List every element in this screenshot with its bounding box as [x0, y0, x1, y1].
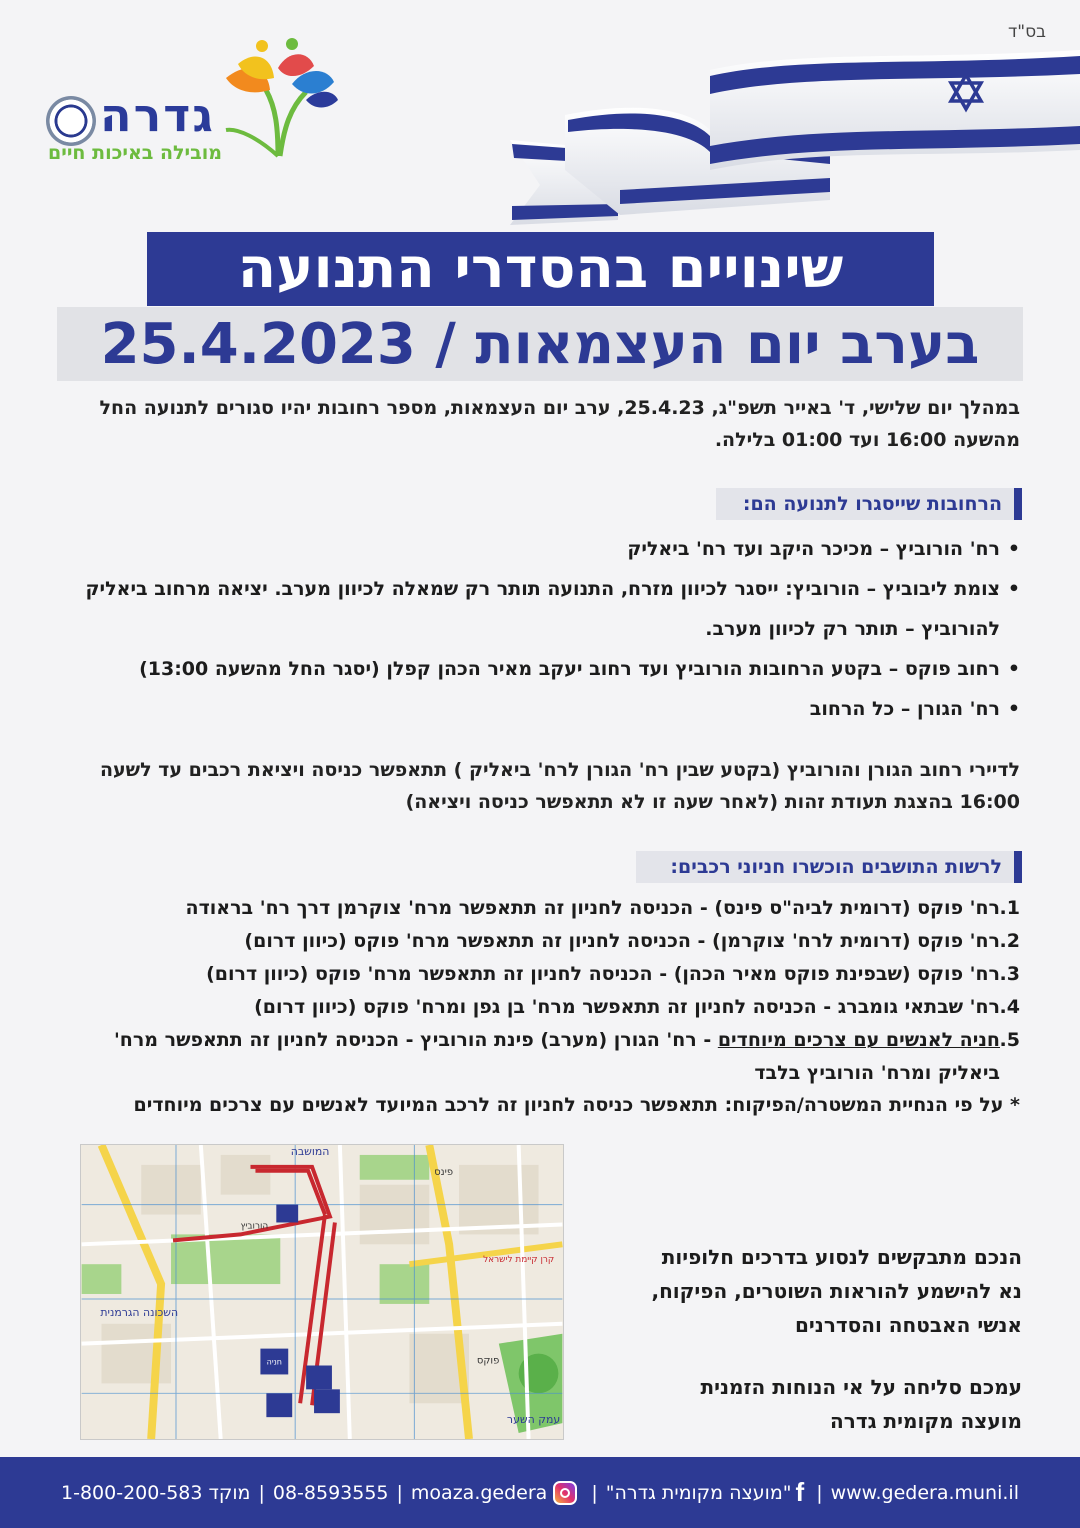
- list-item: [60, 892, 1020, 925]
- item-text: רח' פוקס (דרומית לרח' צוקרמן) - הכניסה לחניון זה תתאפשר מרח' פוקס (כיוון דרום): [244, 930, 1000, 952]
- street-map: [80, 1144, 564, 1440]
- item-text: רח' פוקס (דרומית לביה"ס פינס) - הכניסה לחניון זה תתאפשר מרח' צוקרמן דרך רח' בראודה: [185, 897, 1000, 919]
- parking-heading: לרשות התושבים הוכשרו חניוני רכבים:: [636, 851, 1022, 883]
- signature: מועצה מקומית גדרה: [830, 1409, 1022, 1433]
- logo-tagline: מובילה באיכות חיים: [48, 142, 222, 164]
- map-label: פוקס: [476, 1355, 500, 1367]
- closed-streets-heading: הרחובות שייסגרו לתנועה הם:: [716, 488, 1022, 520]
- item-number: 1.: [999, 897, 1020, 919]
- list-item: [60, 991, 1020, 1024]
- list-item: • רח' הגורן – כל הרחוב: [60, 689, 1020, 729]
- footer-phone: 08-8593555: [272, 1481, 389, 1504]
- instagram-icon[interactable]: [553, 1481, 577, 1505]
- footer-separator: |: [258, 1481, 265, 1504]
- item-number: 2.: [999, 930, 1020, 952]
- closing-instructions: [602, 1240, 1022, 1342]
- item-text: - רח' הגורן (מערב) פינת הורוביץ - הכניסה לחניון זה תתאפשר מרח' ביאליק ומרח' הורוביץ בלבד: [113, 1029, 1000, 1084]
- list-item: • צומת ליבוביץ – הורוביץ: ייסגר לכיוון מזרח, התנועה תותר רק שמאלה לכיוון מערב. יציאה מרחוב ביאליק להורוביץ – תותר רק לכיוון מערב.: [60, 569, 1020, 649]
- map-label: עמק השער: [506, 1413, 561, 1427]
- item-number: 3.: [999, 963, 1020, 985]
- map-label: פינס: [434, 1166, 454, 1178]
- facebook-page[interactable]: "מועצה מקומית גדרה": [605, 1481, 792, 1504]
- footer-bar: [0, 1457, 1080, 1528]
- gedera-logo: [42, 38, 342, 168]
- map-label: השכונה הגרמנית: [100, 1305, 179, 1319]
- israel-flag-icon: [500, 40, 1080, 240]
- list-item: [60, 1024, 1020, 1090]
- closing-apology: [602, 1370, 1022, 1438]
- website-link[interactable]: www.gedera.muni.il: [830, 1481, 1019, 1504]
- map-label: קרן קיימת לישראל: [483, 1255, 555, 1266]
- footer-separator: |: [591, 1481, 598, 1504]
- footer-hotline: 1-800-200-583 מוקד: [61, 1481, 251, 1504]
- page-title: שינויים בהסדרי התנועה: [147, 232, 934, 306]
- closing-line: הנכם מתבקשים לנסוע בדרכים חלופיות: [661, 1245, 1022, 1269]
- parking-list: [60, 892, 1020, 1090]
- logo-name: גדרה: [100, 88, 215, 142]
- list-item: [60, 958, 1020, 991]
- item-number: 5.: [999, 1029, 1020, 1051]
- logo-leaves-icon: [218, 38, 340, 163]
- instagram-handle[interactable]: moaza.gedera: [410, 1481, 548, 1504]
- closing-line: נא להישמע להוראות השוטרים, הפיקוח,: [651, 1279, 1022, 1303]
- map-label: חניה: [266, 1357, 282, 1367]
- map-label: הורוביץ: [240, 1221, 269, 1232]
- intro-paragraph: במהלך יום שלישי, ד' באייר תשפ"ג, 25.4.23, ערב יום העצמאות, מספר רחובות יהיו סגורים לתנועה החל מהשעה 16:00 ועד 01:00 בלילה.: [99, 397, 1020, 451]
- logo-seal-icon: [46, 96, 96, 146]
- footer-separator: |: [816, 1481, 823, 1504]
- closing-line: אנשי האבטחה והסדרנים: [794, 1313, 1022, 1337]
- closing-line: עמכם סליחה על אי הנוחות הזמנית: [700, 1375, 1022, 1399]
- list-item: • רחוב פוקס – בקטע הרחובות הורוביץ ועד רחוב יעקב מאיר הכהן קפלן (יסגר החל מהשעה 13:00): [60, 649, 1020, 689]
- item-underlined-text: חניה לאנשים עם צרכים מיוחדים: [717, 1029, 1000, 1051]
- item-number: 4.: [999, 996, 1020, 1018]
- map-label: המושבה: [290, 1144, 330, 1158]
- item-text: רח' פוקס (שבפינת פוקס מאיר הכהן) - הכניסה לחניון זה תתאפשר מרח' פוקס (כיוון דרום): [206, 963, 1000, 985]
- footer-separator: |: [396, 1481, 403, 1504]
- bsd-header: בס"ד: [1008, 22, 1046, 42]
- page-subtitle: בערב יום העצמאות / 25.4.2023: [57, 307, 1023, 381]
- residents-note: לדיירי רחוב הגורן והורוביץ (בקטע שבין רח' הגורן לרח' ביאליק ) תתאפשר כניסה ויציאת רכבים עד לשעה 16:00 בהצגת תעודת זהות (לאחר שעה זו לא תתאפשר כניסה ויציאה): [99, 759, 1020, 813]
- footnote: * על פי הנחיית המשטרה/הפיקוח: תתאפשר כניסה לחניון זה לרכב המיועד לאנשים עם צרכים מיוחדים: [133, 1094, 1020, 1116]
- list-item: • רח' הורוביץ – מכיכר היקב ועד רח' ביאליק: [60, 529, 1020, 569]
- item-text: רח' שבתאי גומברג - הכניסה לחניון זה תתאפשר מרח' בן גפן ומרח' פוקס (כיוון דרום): [254, 996, 1000, 1018]
- closed-streets-list: [60, 529, 1020, 729]
- list-item: [60, 925, 1020, 958]
- facebook-icon[interactable]: f: [795, 1477, 805, 1507]
